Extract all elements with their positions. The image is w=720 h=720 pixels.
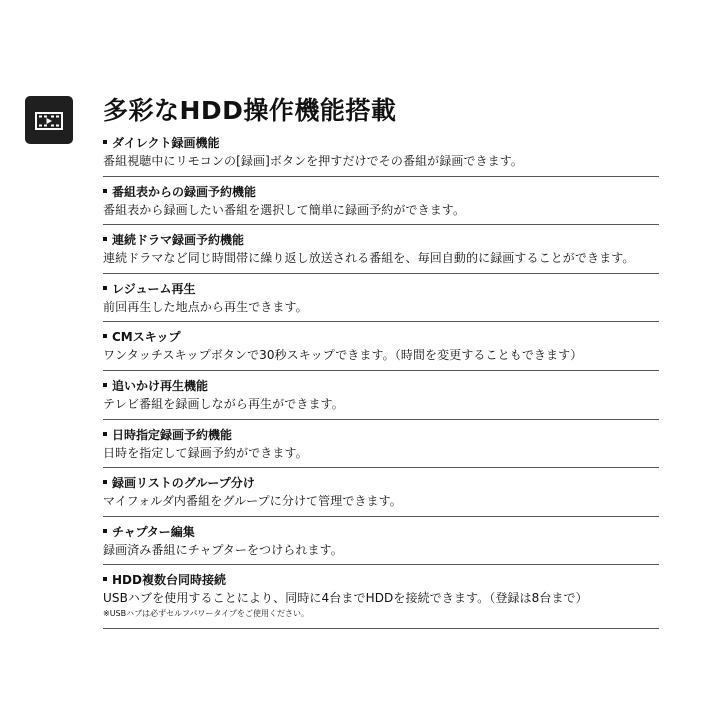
feature-name: 日時指定録画予約機能	[103, 427, 659, 444]
feature-name: HDD複数台同時接続	[103, 572, 659, 589]
feature-name: 番組表からの録画予約機能	[103, 184, 659, 201]
feature-name: チャプター編集	[103, 524, 659, 541]
feature-item	[103, 371, 659, 420]
feature-description: マイフォルダ内番組をグループに分けて管理できます。	[103, 494, 402, 509]
feature-description: 番組視聴中にリモコンの[録画]ボタンを押すだけでその番組が録画できます。	[103, 154, 524, 168]
feature-description: 日時を指定して録画予約ができます。	[103, 445, 308, 460]
feature-item	[103, 565, 659, 629]
feature-name: 録画リストのグループ分け	[103, 475, 659, 492]
feature-item	[103, 517, 659, 566]
feature-item	[103, 420, 659, 469]
feature-list	[103, 128, 659, 629]
page-title: 多彩なHDD操作機能搭載	[103, 96, 397, 125]
feature-name: 連続ドラマ録画予約機能	[103, 232, 659, 249]
feature-item	[103, 177, 659, 226]
feature-description: 番組表から録画したい番組を選択して簡単に録画予約ができます。	[103, 202, 466, 217]
feature-description: テレビ番組を録画しながら再生ができます。	[103, 396, 344, 411]
feature-item	[103, 225, 659, 274]
feature-description: 録画済み番組にチャプターをつけられます。	[103, 542, 343, 557]
feature-name: レジューム再生	[103, 281, 659, 298]
feature-name: ダイレクト録画機能	[103, 135, 659, 152]
feature-description: USBハブを使用することにより、同時に4台までHDDを接続できます。（登録は8台まで）	[103, 591, 588, 606]
feature-name: CMスキップ	[103, 329, 659, 346]
film-play-icon	[25, 96, 73, 144]
feature-description: ワンタッチスキップボタンで30秒スキップできます。（時間を変更することもできます）	[103, 348, 583, 363]
feature-item	[103, 128, 659, 177]
feature-item	[103, 322, 659, 371]
feature-description: 前回再生した地点から再生できます。	[103, 299, 308, 314]
feature-description: 連続ドラマなど同じ時間帯に繰り返し放送される番組を、毎回自動的に録画することができます。	[103, 251, 635, 266]
feature-item	[103, 274, 659, 323]
feature-item	[103, 468, 659, 517]
feature-name: 追いかけ再生機能	[103, 378, 659, 395]
feature-note: ※USBハブは必ずセルフパワータイプをご使用ください。	[103, 609, 310, 619]
